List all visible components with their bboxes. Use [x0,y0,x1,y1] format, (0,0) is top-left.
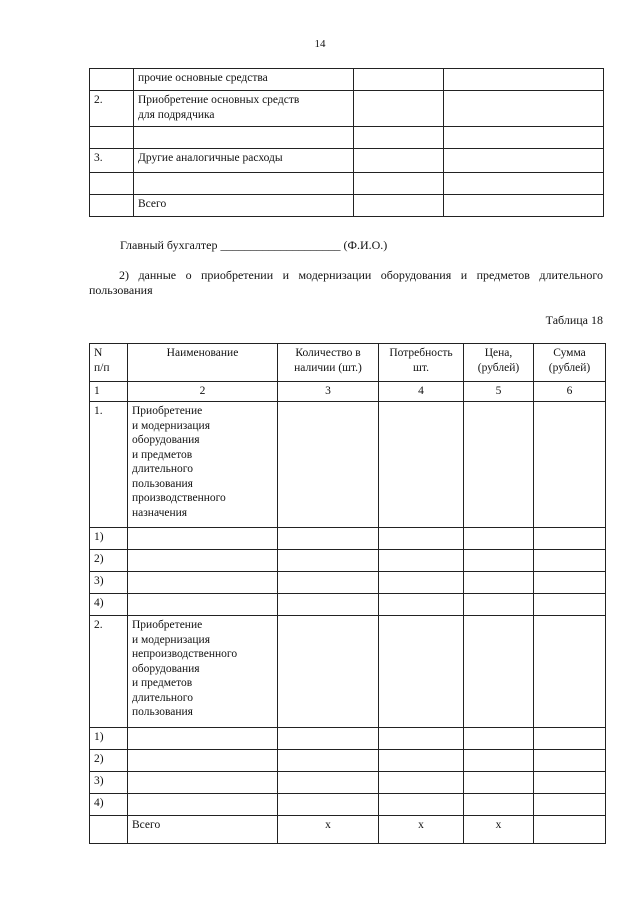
column-header: Сумма (рублей) [534,344,606,382]
table-cell [464,794,534,816]
table-cell: прочие основные средства [134,69,354,91]
table-cell: 2. [90,616,128,728]
table-cell [278,794,379,816]
table-cell [464,572,534,594]
table-cell: Приобретение и модернизация непроизводственного оборудования и предметов длительного пользования [128,616,278,728]
table-cell: Приобретение и модернизация оборудования и предметов длительного пользования производственного назначения [128,402,278,528]
table-cell [278,594,379,616]
table-cell: Всего [128,816,278,844]
table-cell [128,772,278,794]
table-cell [354,91,444,127]
top-table [89,68,604,217]
table-cell: Всего [134,195,354,217]
table-cell [278,402,379,528]
signature-line: Главный бухгалтер ____________________ (Ф.И.О.) [120,238,388,252]
table-cell [444,91,604,127]
table-cell [278,772,379,794]
table-cell: 3. [90,149,134,173]
table-cell [444,195,604,217]
table-row [90,402,606,528]
table-18 [89,343,606,844]
table-cell [534,750,606,772]
table-cell [464,728,534,750]
table-cell [90,127,134,149]
table-cell [278,550,379,572]
table-cell [379,616,464,728]
table-row [90,616,606,728]
table-caption: Таблица 18 [545,313,603,327]
table-cell: 1. [90,402,128,528]
table-cell [464,594,534,616]
table-cell: Другие аналогичные расходы [134,149,354,173]
column-header: Количество в наличии (шт.) [278,344,379,382]
column-header: Наименование [128,344,278,382]
table-cell: 1) [90,728,128,750]
table-cell [128,794,278,816]
table-cell [379,750,464,772]
table-row [90,173,604,195]
table-cell [534,528,606,550]
table-row [90,528,606,550]
table-cell [534,728,606,750]
table-cell [464,528,534,550]
table-cell [379,728,464,750]
table-cell [128,572,278,594]
table-cell: 2) [90,550,128,572]
table-row [90,572,606,594]
table-row [90,794,606,816]
column-header: N п/п [90,344,128,382]
table-cell [379,550,464,572]
column-number: 6 [534,382,606,402]
table-cell [534,816,606,844]
table-row [90,149,604,173]
table-cell [379,794,464,816]
table-cell [464,750,534,772]
column-number-row [90,382,606,402]
table-cell: 3) [90,572,128,594]
column-header: Потребность шт. [379,344,464,382]
table-cell [534,594,606,616]
table-cell [534,550,606,572]
table-cell [134,127,354,149]
table-cell [90,816,128,844]
table-cell [534,402,606,528]
table-cell [90,173,134,195]
table-cell [128,750,278,772]
table-cell [128,550,278,572]
table-cell [444,149,604,173]
table-cell: 2. [90,91,134,127]
table-row [90,750,606,772]
table-row [90,772,606,794]
table-row [90,594,606,616]
table-cell [128,528,278,550]
table-row [90,728,606,750]
table-cell [534,572,606,594]
table-cell: 4) [90,794,128,816]
table-cell [278,750,379,772]
table-cell: 3) [90,772,128,794]
table-cell: 4) [90,594,128,616]
table-cell [90,195,134,217]
table-cell [534,794,606,816]
table-cell [90,69,134,91]
table-row [90,816,606,844]
table-cell [379,402,464,528]
table-cell [354,69,444,91]
table-cell [354,173,444,195]
table-cell: 1) [90,528,128,550]
table-cell [379,528,464,550]
table-cell [464,402,534,528]
table-cell [444,127,604,149]
table-cell [354,195,444,217]
column-number: 4 [379,382,464,402]
table-cell [444,69,604,91]
top-table-body [90,69,604,217]
column-number: 5 [464,382,534,402]
header-row [90,344,606,382]
table-cell [278,616,379,728]
column-number: 1 [90,382,128,402]
table-cell: 2) [90,750,128,772]
column-header: Цена, (рублей) [464,344,534,382]
table-cell [379,572,464,594]
table-cell: x [278,816,379,844]
table-cell: x [379,816,464,844]
table-cell [354,127,444,149]
page-number: 14 [314,38,326,50]
table-cell [354,149,444,173]
table-cell: x [464,816,534,844]
table-cell [444,173,604,195]
column-number: 3 [278,382,379,402]
table-18-body [90,344,606,844]
table-cell [128,594,278,616]
table-cell [534,772,606,794]
table-cell [379,594,464,616]
table-cell [278,572,379,594]
table-row [90,91,604,127]
table-cell [128,728,278,750]
table-cell [278,728,379,750]
table-row [90,550,606,572]
column-number: 2 [128,382,278,402]
table-cell [534,616,606,728]
table-cell [464,772,534,794]
table-row [90,195,604,217]
table-cell [379,772,464,794]
paragraph-equipment: 2) данные о приобретении и модернизации оборудования и предметов длительного пользования [89,268,603,297]
table-cell [134,173,354,195]
table-cell [278,528,379,550]
table-cell [464,616,534,728]
table-cell: Приобретение основных средств для подрядчика [134,91,354,127]
table-cell [464,550,534,572]
table-row [90,127,604,149]
table-row [90,69,604,91]
